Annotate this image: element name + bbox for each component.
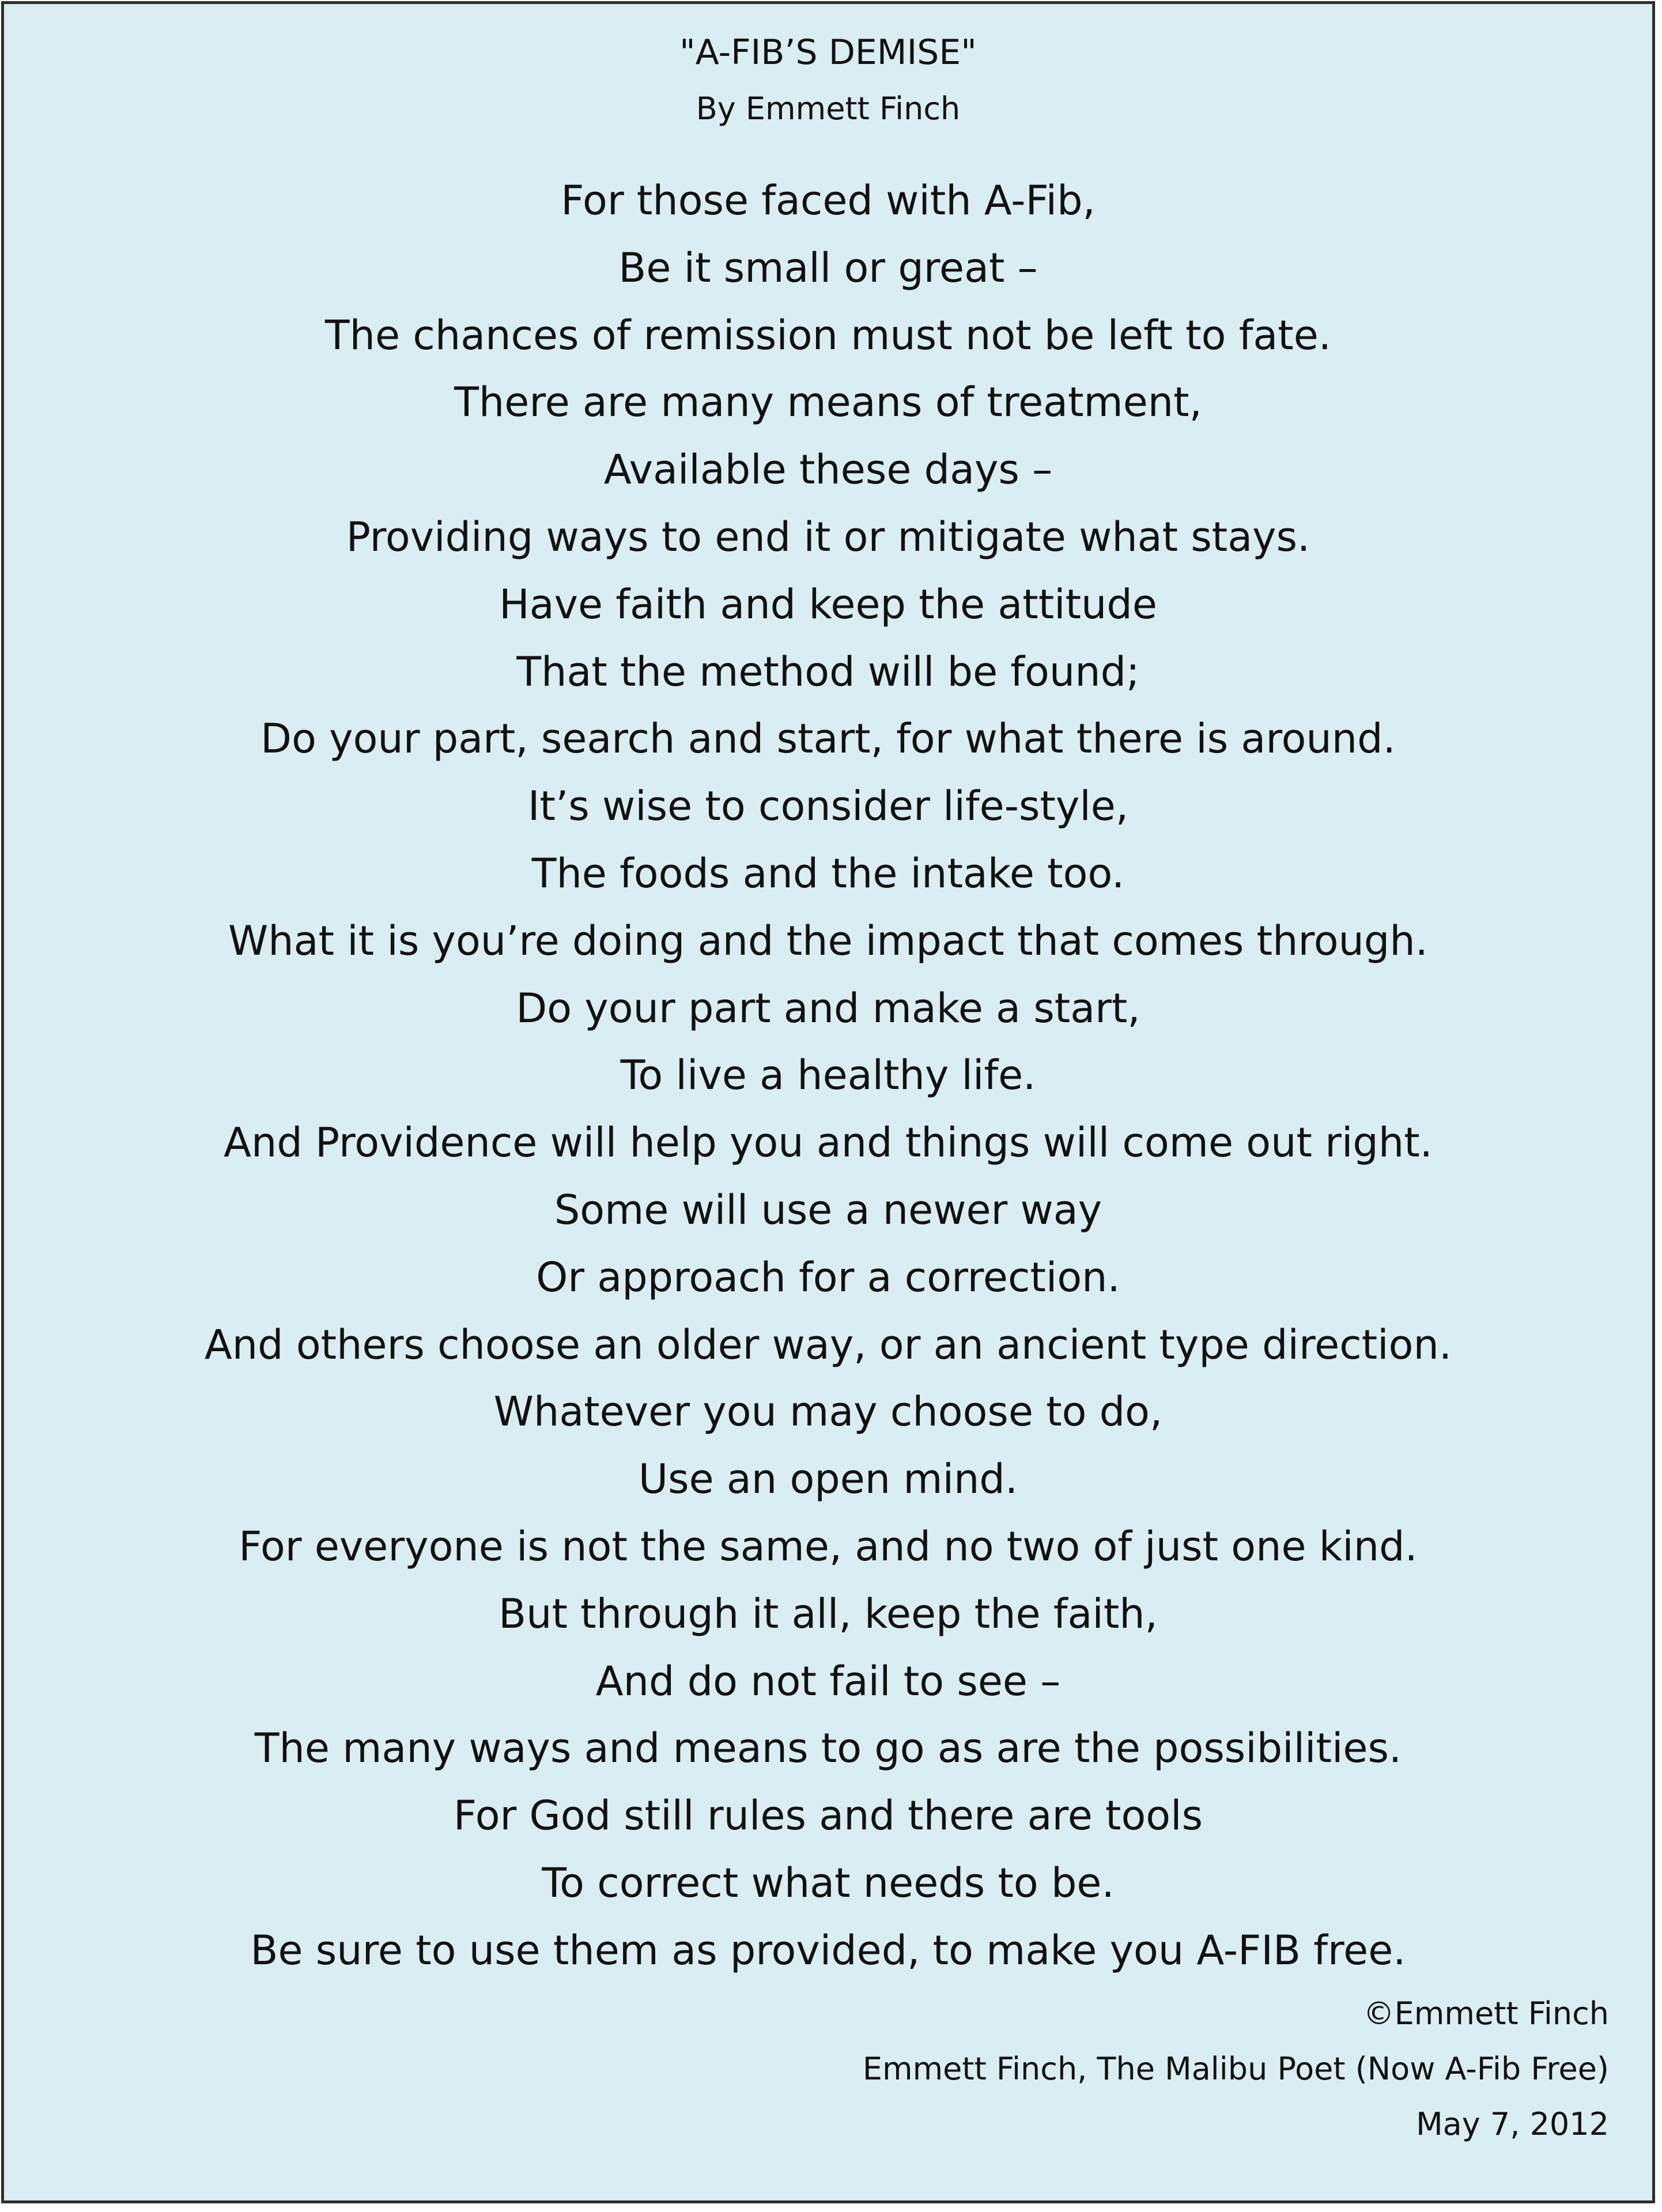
- poem-line: There are many means of treatment,: [454, 379, 1202, 426]
- poem-line: The foods and the intake too.: [531, 849, 1125, 897]
- poem-line: And others choose an older way, or an ancient type direction.: [204, 1321, 1452, 1368]
- poem-line: Do your part and make a start,: [516, 984, 1140, 1032]
- poem-line: Some will use a newer way: [554, 1186, 1102, 1234]
- poem-line: To live a healthy life.: [620, 1052, 1036, 1099]
- poem-page: [1, 1, 1655, 2203]
- poem-line: Or approach for a correction.: [536, 1253, 1120, 1301]
- poem-line: Whatever you may choose to do,: [493, 1388, 1163, 1436]
- poem-line: Be sure to use them as provided, to make you A-FIB free.: [250, 1926, 1406, 1974]
- poem-line: Have faith and keep the attitude: [499, 580, 1157, 628]
- poem-body: [4, 167, 1652, 1984]
- poem-line: That the method will be found;: [516, 648, 1140, 695]
- poem-line: What it is you’re doing and the impact that comes through.: [228, 917, 1428, 965]
- poem-line: But through it all, keep the faith,: [498, 1590, 1158, 1638]
- poem-line: For everyone is not the same, and no two of just one kind.: [239, 1522, 1418, 1570]
- poem-line: Be it small or great –: [618, 244, 1038, 292]
- poem-line: It’s wise to consider life-style,: [527, 782, 1129, 830]
- poem-line: Providing ways to end it or mitigate what stays.: [346, 513, 1310, 561]
- poem-byline: By Emmett Finch: [696, 90, 961, 127]
- poem-date: May 7, 2012: [1416, 2106, 1609, 2142]
- poem-line: And Providence will help you and things will come out right.: [224, 1119, 1433, 1167]
- poem-line: For God still rules and there are tools: [453, 1792, 1203, 1840]
- poem-line: The many ways and means to go as are the possibilities.: [254, 1725, 1402, 1772]
- poem-line: Available these days –: [603, 446, 1053, 494]
- author-signature: Emmett Finch, The Malibu Poet (Now A-Fib Free): [862, 2051, 1609, 2087]
- poem-footer: [863, 1986, 1609, 2152]
- poem-line: Use an open mind.: [638, 1455, 1018, 1503]
- copyright-notice: ©Emmett Finch: [1363, 1995, 1609, 2032]
- poem-line: The chances of remission must not be left to fate.: [324, 311, 1332, 359]
- poem-line: To correct what needs to be.: [542, 1859, 1115, 1907]
- poem-line: And do not fail to see –: [595, 1657, 1061, 1705]
- poem-line: Do your part, search and start, for what there is around.: [260, 715, 1396, 763]
- poem-title: "A-FIB’S DEMISE": [679, 32, 977, 73]
- poem-line: For those faced with A-Fib,: [561, 177, 1096, 224]
